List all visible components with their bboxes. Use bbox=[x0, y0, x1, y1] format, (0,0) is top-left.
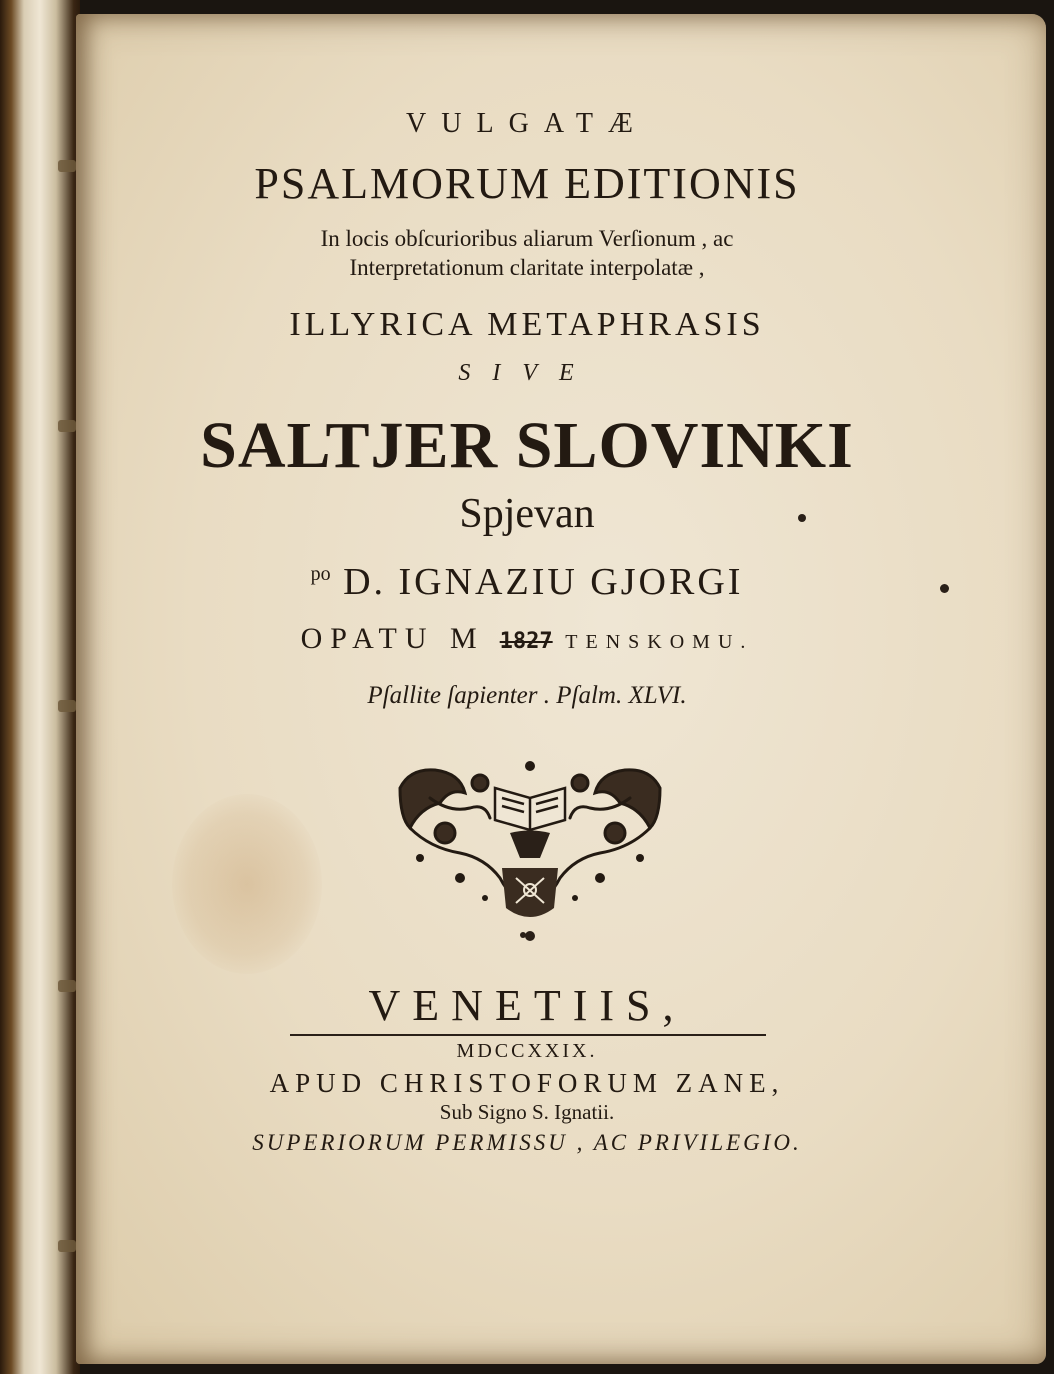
abbot-line-start: OPATU M bbox=[300, 622, 485, 655]
subtitle-line-1: In locis obſcurioribus aliarum Verſionum , ac bbox=[320, 226, 734, 251]
epigraph-line: Pſallite ſapienter . Pſalm. XLVI. bbox=[367, 682, 687, 709]
abbot-line bbox=[0, 622, 1054, 656]
imprint-permission: SUPERIORUM PERMISSU , AC PRIVILEGIO. bbox=[252, 1130, 802, 1155]
title-line-vulgatae: VULGATÆ bbox=[406, 108, 648, 139]
binding-stitch bbox=[58, 1240, 76, 1252]
imprint-printer: APUD CHRISTOFORUM ZANE, bbox=[269, 1068, 785, 1098]
woodcut-vignette-open-book-icon bbox=[390, 758, 670, 943]
ink-speck bbox=[798, 514, 806, 522]
title-line-sive: SIVE bbox=[458, 360, 596, 386]
imprint-rule bbox=[290, 1034, 766, 1036]
imprint-city: VENETIIS, bbox=[368, 981, 686, 1030]
title-line-spjevan: Spjevan bbox=[459, 491, 595, 537]
ink-speck bbox=[520, 932, 526, 938]
water-stain bbox=[172, 794, 322, 974]
main-title: SALTJER SLOVINKI bbox=[200, 409, 854, 482]
abbot-line-end: TENSKOMU. bbox=[565, 631, 754, 653]
subtitle-line-2: Interpretationum claritate interpolatæ , bbox=[349, 255, 705, 280]
handwritten-annotation: 1827 bbox=[499, 629, 553, 654]
author-prefix: po bbox=[310, 563, 331, 585]
ink-speck bbox=[940, 584, 949, 593]
title-line-illyrica: ILLYRICA METAPHRASIS bbox=[289, 306, 765, 343]
author-name: D. IGNAZIU GJORGI bbox=[343, 561, 744, 603]
author-line bbox=[0, 560, 1054, 604]
title-line-psalmorum: PSALMORUM EDITIONIS bbox=[254, 159, 800, 208]
imprint-year: MDCCXXIX. bbox=[456, 1040, 598, 1062]
imprint-sign: Sub Signo S. Ignatii. bbox=[439, 1100, 615, 1124]
